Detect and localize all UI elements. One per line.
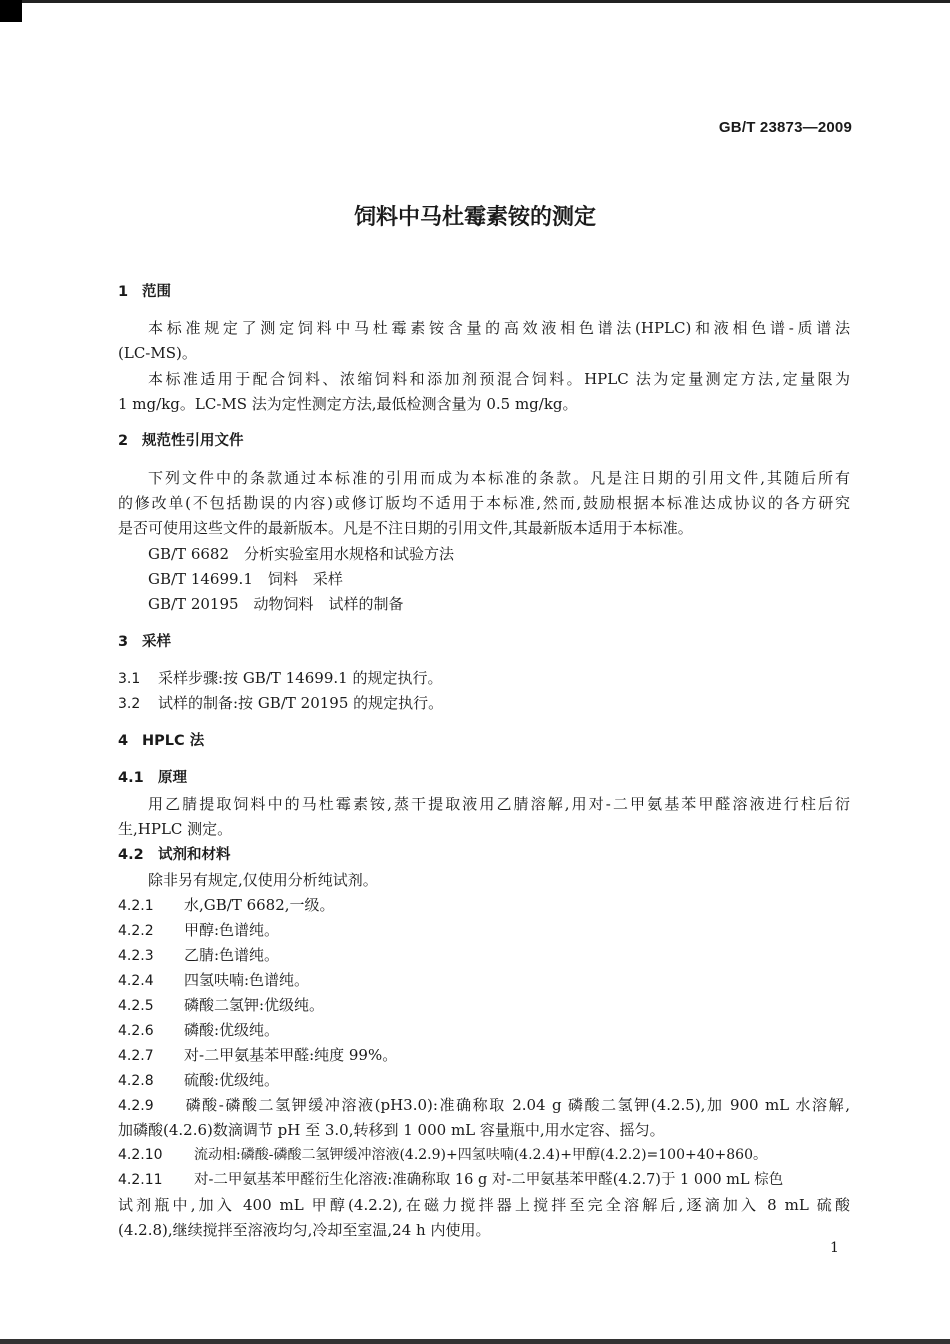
section-1-heading: 1 范围 (118, 284, 171, 300)
section-3-heading: 3 采样 (118, 634, 171, 650)
s3-item-3-1: 3.1 采样步骤:按 GB/T 14699.1 的规定执行。 (118, 669, 443, 687)
s2-p1-line1: 下列文件中的条款通过本标准的引用而成为本标准的条款。凡是注日期的引用文件,其随后所有 (148, 469, 850, 487)
reagent-4-2-11-line3: (4.2.8),继续搅拌至溶液均匀,冷却至室温,24 h 内使用。 (118, 1221, 491, 1239)
reference-item: GB/T 20195 动物饲料 试样的制备 (148, 595, 404, 613)
s1-p1-line1: 本标准规定了测定饲料中马杜霉素铵含量的高效液相色谱法(HPLC)和液相色谱-质谱法 (148, 319, 850, 337)
s2-p1-line3: 是否可使用这些文件的最新版本。凡是不注日期的引用文件,其最新版本适用于本标准。 (118, 519, 693, 537)
s3-item-3-2: 3.2 试样的制备:按 GB/T 20195 的规定执行。 (118, 694, 444, 712)
reagent-4-2-9-line1: 4.2.9 磷酸-磷酸二氢钾缓冲溶液(pH3.0):准确称取 2.04 g 磷酸二氢钾(4.2.5),加 900 mL 水溶解, (118, 1096, 850, 1114)
s42-intro: 除非另有规定,仅使用分析纯试剂。 (148, 871, 378, 889)
s1-p1-line2: (LC-MS)。 (118, 344, 197, 362)
s41-line1: 用乙腈提取饲料中的马杜霉素铵,蒸干提取液用乙腈溶解,用对-二甲氨基苯甲醛溶液进行柱后衍 (148, 795, 850, 813)
section-4-heading: 4 HPLC 法 (118, 733, 205, 749)
reagent-4-2-11-line2: 试剂瓶中,加入 400 mL 甲醇(4.2.2),在磁力搅拌器上搅拌至完全溶解后,逐滴加入 8 mL 硫酸 (118, 1196, 850, 1214)
section-2-heading: 2 规范性引用文件 (118, 433, 244, 449)
s1-p2-line2: 1 mg/kg。LC-MS 法为定性测定方法,最低检测含量为 0.5 mg/kg。 (118, 395, 578, 413)
s41-line2: 生,HPLC 测定。 (118, 820, 233, 838)
s1-p2-line1: 本标准适用于配合饲料、浓缩饲料和添加剂预混合饲料。HPLC 法为定量测定方法,定量限为 (148, 370, 850, 388)
reference-item: GB/T 6682 分析实验室用水规格和试验方法 (148, 545, 455, 563)
section-4-1-heading: 4.1 原理 (118, 770, 187, 786)
s2-p1-line2: 的修改单(不包括勘误的内容)或修订版均不适用于本标准,然而,鼓励根据本标准达成协议的各方研究 (118, 494, 850, 512)
scan-edge-top (22, 0, 950, 3)
reference-item: GB/T 14699.1 饲料 采样 (148, 570, 343, 588)
reagent-item: 4.2.2 甲醇:色谱纯。 (118, 921, 280, 939)
scan-edge-bottom (0, 1339, 950, 1344)
reagent-4-2-9-line2: 加磷酸(4.2.6)数滴调节 pH 至 3.0,转移到 1 000 mL 容量瓶中,用水定容、摇匀。 (118, 1121, 665, 1139)
reagent-item: 4.2.5 磷酸二氢钾:优级纯。 (118, 996, 325, 1014)
reagent-item: 4.2.3 乙腈:色谱纯。 (118, 946, 280, 964)
scan-corner-mark (0, 0, 22, 22)
reagent-item: 4.2.7 对-二甲氨基苯甲醛:纯度 99%。 (118, 1046, 398, 1064)
page-number: 1 (830, 1240, 839, 1256)
reagent-4-2-11-line1: 4.2.11 对-二甲氨基苯甲醛衍生化溶液:准确称取 16 g 对-二甲氨基苯甲醛(4.2.7)于 1 000 mL 棕色 (118, 1172, 784, 1188)
reagent-4-2-10: 4.2.10 流动相:磷酸-磷酸二氢钾缓冲溶液(4.2.9)+四氢呋喃(4.2.4)+甲醇(4.2.2)=100+40+860。 (118, 1147, 767, 1163)
section-4-2-heading: 4.2 试剂和材料 (118, 847, 231, 863)
reagent-item: 4.2.6 磷酸:优级纯。 (118, 1021, 280, 1039)
reagent-item: 4.2.4 四氢呋喃:色谱纯。 (118, 971, 310, 989)
reagent-item: 4.2.1 水,GB/T 6682,一级。 (118, 896, 335, 914)
standard-number: GB/T 23873—2009 (718, 119, 852, 136)
reagent-item: 4.2.8 硫酸:优级纯。 (118, 1071, 280, 1089)
document-title: 饲料中马杜霉素铵的测定 (353, 205, 596, 230)
